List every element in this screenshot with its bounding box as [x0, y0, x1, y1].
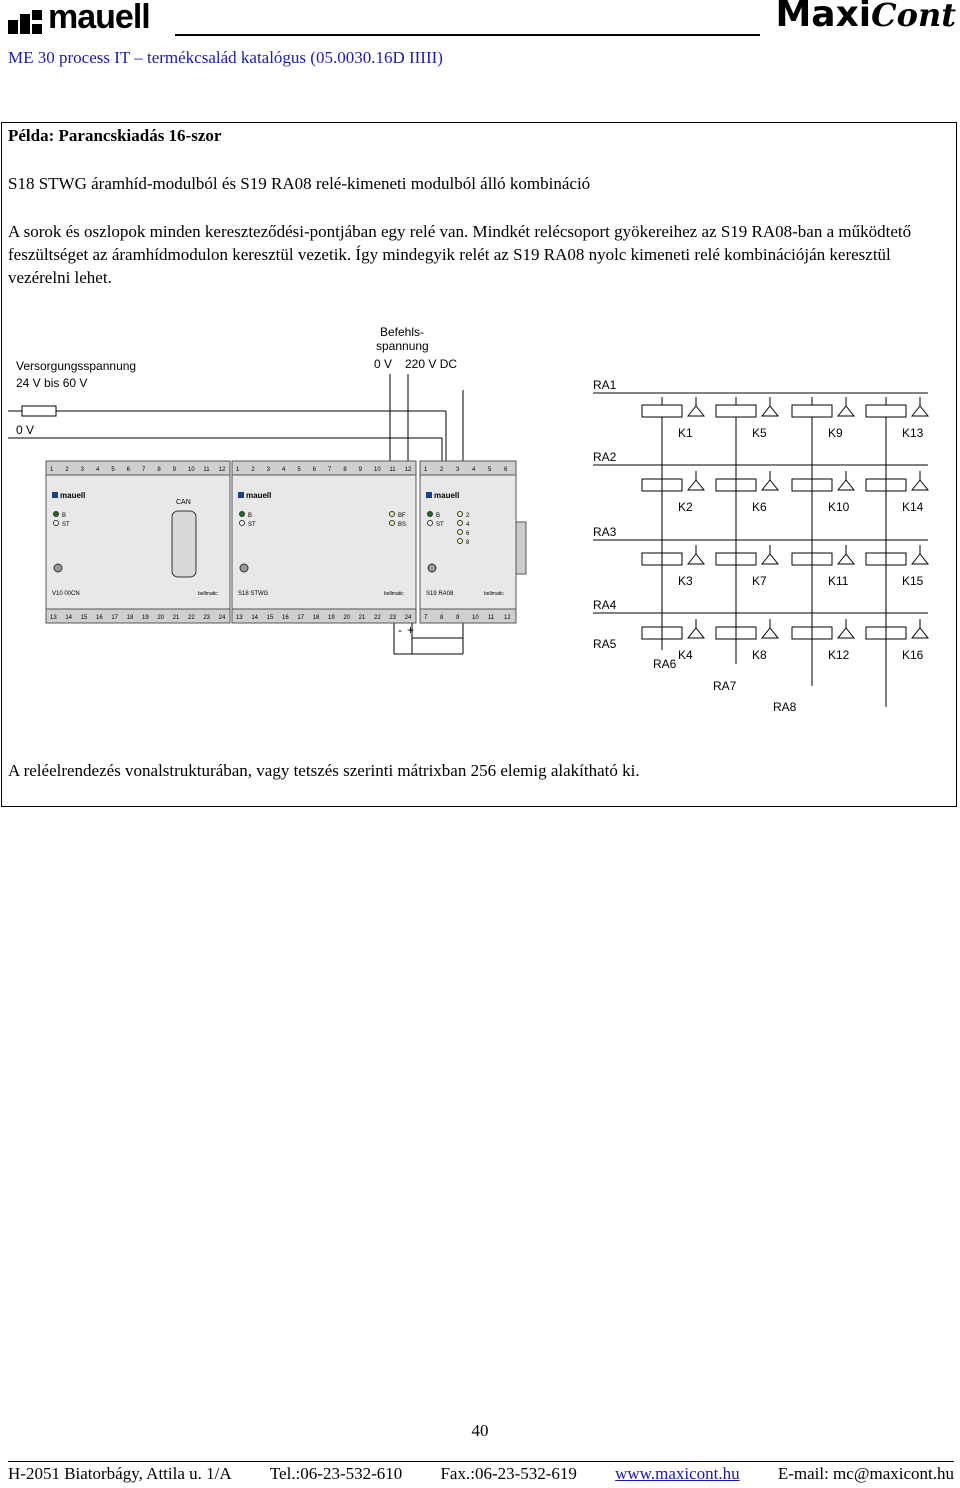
command-220v-label: 220 V DC [405, 357, 458, 371]
terminal-label: 3 [80, 467, 85, 473]
mauell-logo-text: mauell [48, 0, 150, 36]
led-label: BS [398, 522, 407, 528]
terminal-strip-bottom [420, 609, 516, 623]
terminal-label: 5 [488, 467, 492, 473]
terminal-label: 17 [111, 615, 119, 621]
module-maker: bellmatic [384, 591, 404, 597]
terminal-label: 17 [297, 615, 305, 621]
terminal-label: 11 [488, 615, 495, 621]
terminal-label: 7 [424, 615, 428, 621]
terminal-label: 23 [389, 615, 397, 621]
relay-label: K14 [902, 500, 924, 514]
header-rule [175, 34, 760, 36]
relay-coil [792, 405, 832, 417]
terminal-label: 12 [404, 467, 412, 473]
led-label: 2 [466, 513, 470, 519]
terminal-label: 12 [504, 615, 511, 621]
module-maker: bellmatic [484, 591, 504, 597]
ground-label: 0 V [16, 423, 35, 437]
relay-label: K15 [902, 574, 924, 588]
led-label: ST [248, 522, 256, 528]
terminal-label: 22 [188, 615, 195, 621]
relay-label: K6 [752, 500, 767, 514]
footer-phone: Tel.:06-23-532-610 [269, 1464, 403, 1483]
relay-label: K11 [828, 574, 849, 588]
command-label-2: spannung [376, 339, 429, 353]
minus-label: - [398, 623, 402, 637]
page-number: 40 [471, 1421, 489, 1440]
rotary-switch [54, 564, 62, 572]
terminal-label: 5 [111, 467, 115, 473]
terminal-label: 24 [404, 615, 412, 621]
led-label: B [248, 513, 253, 519]
terminal-label: 4 [96, 467, 100, 473]
relay-label: K7 [752, 574, 767, 588]
terminal-label: 11 [203, 467, 210, 473]
relay-label: K16 [902, 648, 924, 662]
relay-coil [642, 405, 682, 417]
terminal-label: 19 [328, 615, 335, 621]
status-led [458, 512, 463, 517]
terminal-label: 18 [126, 615, 134, 621]
terminal-label: 10 [188, 467, 195, 473]
terminal-label: 1 [424, 467, 428, 473]
module-housing [232, 461, 416, 623]
terminal-label: 8 [157, 467, 161, 473]
rotary-switch [240, 564, 248, 572]
module-model: V10 00CN [52, 591, 80, 597]
brand-mark [52, 492, 58, 498]
footer-website-link[interactable]: www.maxicont.hu [615, 1464, 740, 1483]
terminal-label: 7 [328, 467, 332, 473]
col-label-ra8: RA8 [773, 700, 797, 714]
terminal-label: 7 [142, 467, 146, 473]
status-led [54, 512, 59, 517]
relay-label: K2 [678, 500, 693, 514]
din-rail [516, 522, 526, 574]
relay-label: K5 [752, 426, 767, 440]
status-led [458, 539, 463, 544]
col-label-ra7: RA7 [713, 679, 737, 693]
footer [8, 1464, 954, 1484]
terminal-label: 9 [456, 615, 460, 621]
led-label: 4 [466, 522, 470, 528]
module-model: S18 STWG [238, 591, 269, 597]
led-label: B [62, 513, 67, 519]
footer-email[interactable]: E-mail: mc@maxicont.hu [777, 1464, 954, 1483]
arrangement-note: A reléelrendezés vonalstrukturában, vagy tetszés szerinti mátrixban 256 elemig alakítható ki. [8, 761, 640, 780]
command-0v-label: 0 V [374, 357, 393, 371]
relay-label: K3 [678, 574, 693, 588]
example-paragraph: A sorok és oszlopok minden kereszteződési-pontjában egy relé van. Mindkét relécsoport gyökereihez az S19 RA08-ban a működtető feszültséget az áramhídmodulon keresztül vezetik. Így mindegyik relét az S19 RA08 nyolc kimeneti relé kombinációján keresztül vezérelni lehet. [8, 222, 912, 287]
row-label-ra1: RA1 [593, 378, 617, 392]
plus-label: + [407, 623, 415, 637]
terminal-label: 12 [218, 467, 226, 473]
terminal-label: 5 [297, 467, 301, 473]
terminal-label: 13 [50, 615, 57, 621]
led-label: B [436, 513, 441, 519]
module-0 [46, 461, 230, 623]
relay-label: K12 [828, 648, 850, 662]
maxicont-logo-script: Cont [871, 0, 956, 34]
rotary-switch [428, 564, 436, 572]
terminal-label: 14 [65, 615, 73, 621]
terminal-label: 19 [142, 615, 149, 621]
module-maker: bellmatic [198, 591, 218, 597]
relay-label: K8 [752, 648, 767, 662]
terminal-label: 15 [80, 615, 88, 621]
supply-label-1: Versorgungsspannung [16, 359, 137, 373]
terminal-label: 18 [312, 615, 320, 621]
wiring-diagram [8, 318, 934, 724]
terminal-label: 1 [50, 467, 54, 473]
module-housing [46, 461, 230, 623]
terminal-label: 4 [472, 467, 476, 473]
led-label: BF [398, 513, 406, 519]
status-led [458, 530, 463, 535]
brand-mark [426, 492, 432, 498]
status-led [240, 512, 245, 517]
footer-fax: Fax.:06-23-532-619 [440, 1464, 577, 1483]
module-model: S19 RA08 [426, 591, 454, 597]
terminal-label: 8 [440, 615, 444, 621]
terminal-label: 1 [236, 467, 240, 473]
example-subtitle: S18 STWG áramhíd-modulból és S19 RA08 relé-kimeneti modulból álló kombináció [8, 174, 591, 193]
relay-label: K13 [902, 426, 924, 440]
mauell-logo [8, 2, 178, 36]
row-label-ra3: RA3 [593, 525, 617, 539]
col-label-ra5: RA5 [593, 637, 617, 651]
terminal-label: 21 [172, 615, 180, 621]
status-led [458, 521, 463, 526]
terminal-label: 9 [358, 467, 363, 473]
terminal-label: 20 [157, 615, 165, 621]
terminal-label: 16 [282, 615, 289, 621]
status-led [54, 521, 59, 526]
terminal-label: 21 [358, 615, 366, 621]
terminal-strip-top [420, 461, 516, 475]
terminal-label: 8 [343, 467, 347, 473]
status-led [428, 521, 433, 526]
terminal-label: 10 [472, 615, 479, 621]
terminal-label: 6 [504, 467, 508, 473]
module-2 [420, 461, 516, 623]
terminal-label: 4 [282, 467, 286, 473]
brand-mark [238, 492, 244, 498]
terminal-label: 10 [374, 467, 381, 473]
terminal-label: 13 [236, 615, 243, 621]
terminal-label: 22 [374, 615, 381, 621]
example-title: Példa: Parancskiadás 16-szor [8, 126, 222, 145]
terminal-label: 23 [203, 615, 211, 621]
status-led [240, 521, 245, 526]
terminal-label: 9 [172, 467, 177, 473]
row-label-ra2: RA2 [593, 450, 617, 464]
terminal-label: 2 [440, 467, 444, 473]
terminal-label: 3 [266, 467, 271, 473]
terminal-label: 3 [456, 467, 460, 473]
terminal-label: 11 [389, 467, 396, 473]
mauell-logo-mark [8, 10, 42, 36]
module-brand: mauell [246, 491, 272, 500]
footer-address: H-2051 Biatorbágy, Attila u. 1/A [8, 1464, 232, 1483]
status-led [428, 512, 433, 517]
terminal-label: 15 [266, 615, 274, 621]
fuse-symbol [22, 406, 56, 416]
terminal-label: 2 [251, 467, 255, 473]
maxicont-logo [775, 0, 956, 35]
command-label-1: Befehls- [380, 325, 425, 339]
terminal-label: 16 [96, 615, 103, 621]
terminal-label: 2 [65, 467, 69, 473]
terminal-label: 14 [251, 615, 259, 621]
footer-rule [8, 1461, 954, 1462]
relay-label: K4 [678, 648, 693, 662]
status-led [390, 521, 395, 526]
relay-label: K9 [828, 426, 843, 440]
led-label: 6 [466, 531, 470, 537]
relay-coil [866, 405, 906, 417]
can-connector [172, 511, 196, 577]
relay-coil [716, 405, 756, 417]
led-label: ST [436, 522, 444, 528]
terminal-label: 6 [126, 467, 131, 473]
col-label-ra6: RA6 [653, 657, 677, 671]
terminal-label: 24 [218, 615, 226, 621]
module-1 [232, 461, 416, 623]
module-brand: mauell [434, 491, 460, 500]
relay-label: K10 [828, 500, 850, 514]
maxicont-logo-main: Maxi [775, 0, 872, 35]
module-brand: mauell [60, 491, 86, 500]
led-label: 8 [466, 540, 470, 546]
status-led [390, 512, 395, 517]
supply-label-2: 24 V bis 60 V [16, 376, 88, 390]
can-label: CAN [176, 499, 191, 506]
terminal-label: 6 [312, 467, 317, 473]
catalog-subtitle: ME 30 process IT – termékcsalád katalógus (05.0030.16D IIIII) [8, 48, 443, 67]
row-label-ra4: RA4 [593, 598, 617, 612]
terminal-label: 20 [343, 615, 351, 621]
relay-label: K1 [678, 426, 693, 440]
led-label: ST [62, 522, 70, 528]
